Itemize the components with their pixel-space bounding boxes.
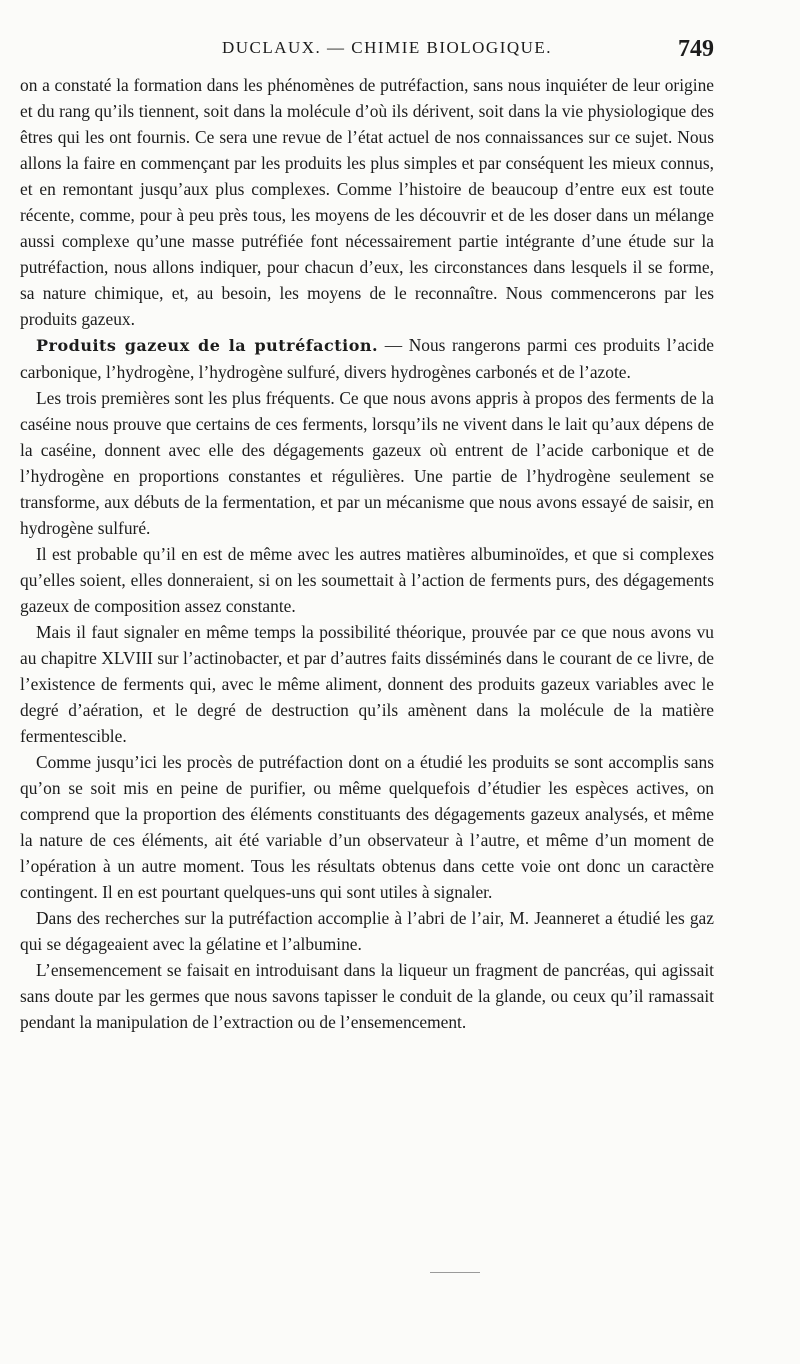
- paragraph: Les trois premières sont les plus fréquents. Ce que nous avons appris à propos des ferments de la caséine nous prouve que certains de ces ferments, lorsqu’ils ne vivent dans le lait qu’aux dépens de la caséine, donnent avec elle des dégagements gazeux où entrent de l’acide carbonique et de l’hydrogène en proportions constantes et régulières. Une partie de l’hydrogène seulement se transforme, aux débuts de la fermentation, et par un mécanisme que nous avons essayé de saisir, en hydrogène sulfuré.: [20, 388, 714, 538]
- page-number: 749: [678, 36, 714, 62]
- running-head: [20, 28, 714, 72]
- paragraph: Il est probable qu’il en est de même avec les autres matières albuminoïdes, et que si complexes qu’elles soient, elles donneraient, si on les soumettait à l’action de ferments purs, des dégagements gazeux de composition assez constante.: [20, 544, 714, 616]
- section-text: — Nous rangerons parmi ces produits l’acide carbonique, l’hydrogène, l’hydrogène sulfuré, divers hydrogènes carbonés et de l’azote.: [20, 335, 715, 382]
- section-title: Produits gazeux de la putréfaction.: [36, 336, 379, 355]
- paragraph: Dans des recherches sur la putréfaction accomplie à l’abri de l’air, M. Jeanneret a étudié les gaz qui se dégageaient avec la gélatine et l’albumine.: [20, 908, 714, 954]
- end-rule: [430, 1272, 480, 1273]
- running-title: DUCLAUX. — CHIMIE BIOLOGIQUE.: [221, 38, 553, 57]
- page: [20, 28, 714, 1035]
- paragraph: Mais il faut signaler en même temps la possibilité théorique, prouvée par ce que nous avons vu au chapitre XLVIII sur l’actinobacter, et par d’autres faits disséminés dans le courant de ce livre, de l’existence de ferments qui, avec le même aliment, donnent des produits gazeux variables avec le degré d’aération, et le degré de destruction qu’ils amènent dans la molécule de la matière fermentescible.: [20, 622, 714, 746]
- paragraph-intro: on a constaté la formation dans les phénomènes de putréfaction, sans nous inquiéter de leur origine et du rang qu’ils tiennent, soit dans la molécule d’où ils dérivent, soit dans la vie physiologique des êtres qui les ont fournis. Ce sera une revue de l’état actuel de nos connaissances sur ce sujet. Nous allons la faire en commençant par les produits les plus simples et par conséquent les mieux connus, et en remontant jusqu’aux plus complexes. Comme l’histoire de beaucoup d’entre eux est toute récente, comme, pour à peu près tous, les moyens de les découvrir et de les doser dans un mélange aussi complexe qu’une masse putréfiée font nécessairement partie intégrante d’une étude sur la putréfaction, nous allons indiquer, pour chacun d’eux, les circonstances dans lesquels il se forme, sa nature chimique, et, au besoin, les moyens de le reconnaître. Nous commencerons par les produits gazeux.: [20, 75, 714, 329]
- paragraph: L’ensemencement se faisait en introduisant dans la liqueur un fragment de pancréas, qui agissait sans doute par les germes que nous savons tapisser le conduit de la glande, ou ceux qu’il ramassait pendant la manipulation de l’extraction ou de l’ensemencement.: [20, 960, 714, 1032]
- section-paragraph: [20, 332, 714, 385]
- paragraph: Comme jusqu’ici les procès de putréfaction dont on a étudié les produits se sont accomplis sans qu’on se soit mis en peine de purifier, ou même quelquefois d’étudier les espèces actives, on comprend que la proportion des éléments constituants des dégagements gazeux analysés, et même la nature de ces éléments, ait été variable d’un observateur à l’autre, et même d’un moment de l’opération à un autre moment. Tous les résultats obtenus dans cette voie ont donc un caractère contingent. Il en est pourtant quelques-uns qui sont utiles à signaler.: [20, 752, 714, 902]
- body-text: [20, 72, 714, 1035]
